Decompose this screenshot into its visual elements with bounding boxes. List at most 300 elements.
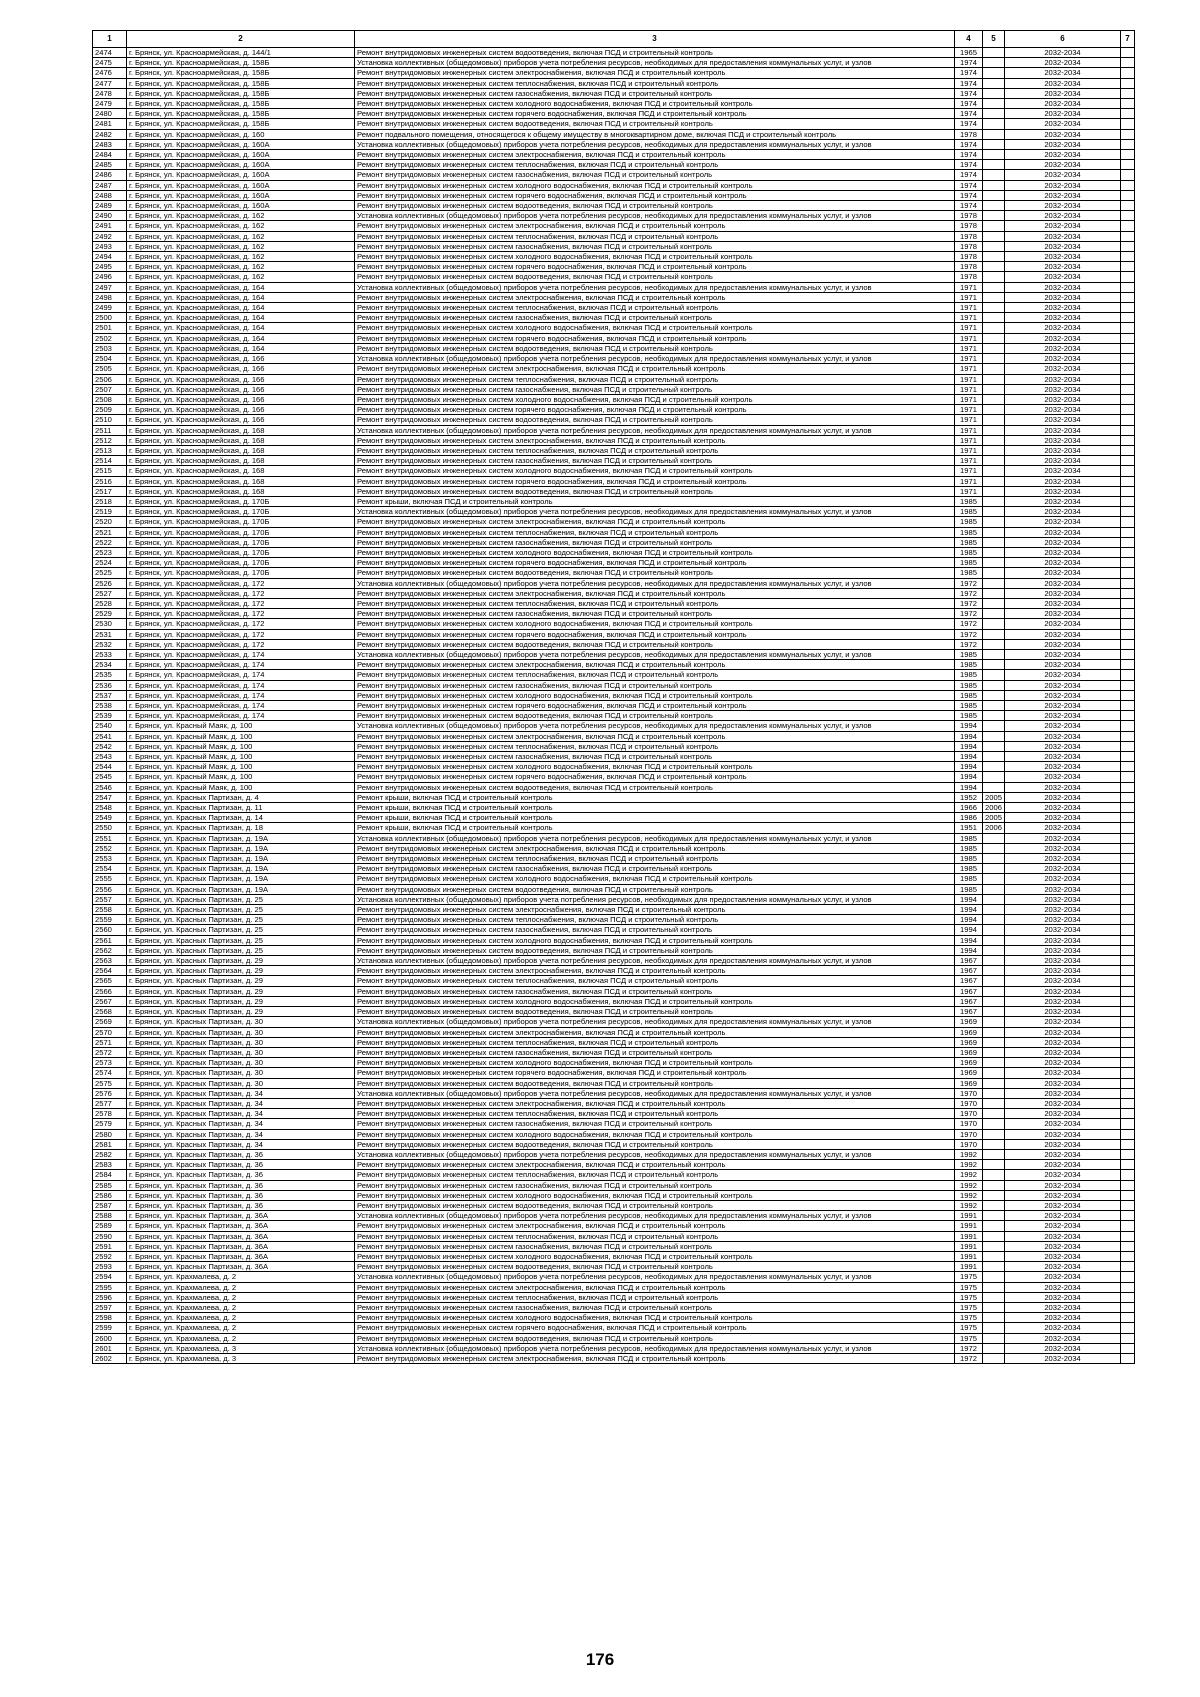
address-cell: г. Брянск, ул. Красных Партизан, д. 19А [127,854,355,864]
table-row [93,1221,1135,1231]
work-type-cell: Ремонт внутридомовых инженерных систем электроснабжения, включая ПСД и строительный контроль [355,1354,955,1364]
address-cell: г. Брянск, ул. Красноармейская, д. 170Б [127,558,355,568]
repair-year-cell [983,588,1005,598]
address-cell: г. Брянск, ул. Крахмалева, д. 2 [127,1323,355,1333]
capital-repair-table [92,30,1135,1364]
planned-period-cell: 2032-2034 [1005,1170,1121,1180]
address-cell: г. Брянск, ул. Красноармейская, д. 174 [127,649,355,659]
address-cell: г. Брянск, ул. Красных Партизан, д. 36 [127,1149,355,1159]
repair-year-cell [983,1292,1005,1302]
repair-year-cell [983,711,1005,721]
repair-year-cell [983,966,1005,976]
extra-cell [1121,945,1135,955]
extra-cell [1121,343,1135,353]
work-type-cell: Ремонт внутридомовых инженерных систем водоотведения, включая ПСД и строительный контроль [355,486,955,496]
row-number: 2556 [93,884,127,894]
work-type-cell: Ремонт внутридомовых инженерных систем водоотведения, включая ПСД и строительный контроль [355,1139,955,1149]
page-number: 176 [585,1650,615,1669]
planned-period-cell: 2032-2034 [1005,925,1121,935]
address-cell: г. Брянск, ул. Крахмалева, д. 3 [127,1343,355,1353]
work-type-cell: Ремонт внутридомовых инженерных систем газоснабжения, включая ПСД и строительный контроль [355,88,955,98]
work-type-cell: Ремонт внутридомовых инженерных систем теплоснабжения, включая ПСД и строительный контроль [355,741,955,751]
repair-year-cell [983,1149,1005,1159]
build-year-cell: 1991 [955,1231,983,1241]
row-number: 2512 [93,435,127,445]
row-number: 2576 [93,1088,127,1098]
planned-period-cell: 2032-2034 [1005,476,1121,486]
address-cell: г. Брянск, ул. Красноармейская, д. 158Б [127,68,355,78]
row-number: 2501 [93,323,127,333]
planned-period-cell: 2032-2034 [1005,1129,1121,1139]
table-row [93,711,1135,721]
extra-cell [1121,1007,1135,1017]
address-cell: г. Брянск, ул. Крахмалева, д. 2 [127,1282,355,1292]
address-cell: г. Брянск, ул. Красноармейская, д. 174 [127,680,355,690]
table-row [93,160,1135,170]
build-year-cell: 1967 [955,986,983,996]
address-cell: г. Брянск, ул. Красноармейская, д. 170Б [127,507,355,517]
extra-cell [1121,731,1135,741]
address-cell: г. Брянск, ул. Красных Партизан, д. 36 [127,1170,355,1180]
planned-period-cell: 2032-2034 [1005,803,1121,813]
planned-period-cell: 2032-2034 [1005,435,1121,445]
address-cell: г. Брянск, ул. Красноармейская, д. 170Б [127,517,355,527]
planned-period-cell: 2032-2034 [1005,670,1121,680]
build-year-cell: 1972 [955,588,983,598]
row-number: 2477 [93,78,127,88]
planned-period-cell: 2032-2034 [1005,313,1121,323]
row-number: 2482 [93,129,127,139]
extra-cell [1121,109,1135,119]
planned-period-cell: 2032-2034 [1005,1354,1121,1364]
address-cell: г. Брянск, ул. Красноармейская, д. 174 [127,711,355,721]
row-number: 2526 [93,578,127,588]
address-cell: г. Брянск, ул. Красный Маяк, д. 100 [127,752,355,762]
row-number: 2497 [93,282,127,292]
address-cell: г. Брянск, ул. Красных Партизан, д. 34 [127,1098,355,1108]
table-row [93,354,1135,364]
build-year-cell: 1971 [955,394,983,404]
row-number: 2525 [93,568,127,578]
address-cell: г. Брянск, ул. Красных Партизан, д. 34 [127,1088,355,1098]
address-cell: г. Брянск, ул. Красных Партизан, д. 30 [127,1068,355,1078]
table-row [93,1231,1135,1241]
planned-period-cell: 2032-2034 [1005,598,1121,608]
row-number: 2527 [93,588,127,598]
row-number: 2566 [93,986,127,996]
repair-year-cell [983,374,1005,384]
extra-cell [1121,711,1135,721]
work-type-cell: Ремонт внутридомовых инженерных систем теплоснабжения, включая ПСД и строительный контроль [355,915,955,925]
table-row [93,833,1135,843]
planned-period-cell: 2032-2034 [1005,843,1121,853]
extra-cell [1121,445,1135,455]
repair-year-cell [983,343,1005,353]
table-row [93,313,1135,323]
header-col-4: 4 [955,31,983,48]
row-number: 2537 [93,690,127,700]
address-cell: г. Брянск, ул. Красных Партизан, д. 30 [127,1037,355,1047]
planned-period-cell: 2032-2034 [1005,394,1121,404]
table-row [93,588,1135,598]
row-number: 2583 [93,1160,127,1170]
extra-cell [1121,527,1135,537]
planned-period-cell: 2032-2034 [1005,150,1121,160]
build-year-cell: 1969 [955,1068,983,1078]
table-row [93,905,1135,915]
address-cell: г. Брянск, ул. Красноармейская, д. 168 [127,486,355,496]
build-year-cell: 1985 [955,496,983,506]
table-row [93,252,1135,262]
extra-cell [1121,78,1135,88]
extra-cell [1121,58,1135,68]
planned-period-cell: 2032-2034 [1005,721,1121,731]
repair-year-cell [983,364,1005,374]
build-year-cell: 1972 [955,578,983,588]
table-row [93,1251,1135,1261]
table-row [93,558,1135,568]
build-year-cell: 1975 [955,1292,983,1302]
table-row [93,547,1135,557]
address-cell: г. Брянск, ул. Красноармейская, д. 162 [127,252,355,262]
work-type-cell: Ремонт внутридомовых инженерных систем газоснабжения, включая ПСД и строительный контроль [355,680,955,690]
repair-year-cell [983,466,1005,476]
build-year-cell: 1985 [955,701,983,711]
repair-year-cell [983,58,1005,68]
row-number: 2505 [93,364,127,374]
row-number: 2514 [93,456,127,466]
planned-period-cell: 2032-2034 [1005,1231,1121,1241]
planned-period-cell: 2032-2034 [1005,190,1121,200]
table-row [93,109,1135,119]
extra-cell [1121,374,1135,384]
repair-year-cell [983,976,1005,986]
address-cell: г. Брянск, ул. Красноармейская, д. 164 [127,343,355,353]
row-number: 2518 [93,496,127,506]
table-row [93,394,1135,404]
repair-year-cell [983,1313,1005,1323]
work-type-cell: Ремонт внутридомовых инженерных систем газоснабжения, включая ПСД и строительный контроль [355,170,955,180]
planned-period-cell: 2032-2034 [1005,547,1121,557]
address-cell: г. Брянск, ул. Красных Партизан, д. 19А [127,833,355,843]
build-year-cell: 1974 [955,160,983,170]
build-year-cell: 1994 [955,721,983,731]
table-row [93,986,1135,996]
table-row [93,1037,1135,1047]
address-cell: г. Брянск, ул. Красных Партизан, д. 4 [127,792,355,802]
repair-year-cell [983,68,1005,78]
address-cell: г. Брянск, ул. Красных Партизан, д. 25 [127,935,355,945]
build-year-cell: 1969 [955,1078,983,1088]
work-type-cell: Ремонт внутридомовых инженерных систем теплоснабжения, включая ПСД и строительный контроль [355,78,955,88]
repair-year-cell [983,1302,1005,1312]
table-row [93,435,1135,445]
work-type-cell: Установка коллективных (общедомовых) приборов учета потребления ресурсов, необходимых для предоставления коммунальных услуг, и узлов [355,354,955,364]
repair-year-cell [983,1262,1005,1272]
row-number: 2541 [93,731,127,741]
work-type-cell: Установка коллективных (общедомовых) приборов учета потребления ресурсов, необходимых для предоставления коммунальных услуг, и узлов [355,58,955,68]
build-year-cell: 1992 [955,1190,983,1200]
extra-cell [1121,854,1135,864]
row-number: 2564 [93,966,127,976]
repair-year-cell: 2006 [983,803,1005,813]
extra-cell [1121,823,1135,833]
repair-year-cell [983,996,1005,1006]
work-type-cell: Ремонт внутридомовых инженерных систем теплоснабжения, включая ПСД и строительный контроль [355,527,955,537]
row-number: 2577 [93,1098,127,1108]
extra-cell [1121,925,1135,935]
work-type-cell: Ремонт внутридомовых инженерных систем холодного водоснабжения, включая ПСД и строительный контроль [355,180,955,190]
repair-year-cell [983,303,1005,313]
address-cell: г. Брянск, ул. Красноармейская, д. 160А [127,160,355,170]
address-cell: г. Брянск, ул. Красных Партизан, д. 25 [127,925,355,935]
planned-period-cell: 2032-2034 [1005,1251,1121,1261]
address-cell: г. Брянск, ул. Красноармейская, д. 172 [127,588,355,598]
build-year-cell: 1994 [955,782,983,792]
extra-cell [1121,1292,1135,1302]
build-year-cell: 1991 [955,1221,983,1231]
row-number: 2496 [93,272,127,282]
table-row [93,894,1135,904]
address-cell: г. Брянск, ул. Красных Партизан, д. 34 [127,1129,355,1139]
row-number: 2589 [93,1221,127,1231]
work-type-cell: Ремонт внутридомовых инженерных систем горячего водоснабжения, включая ПСД и строительный контроль [355,1323,955,1333]
planned-period-cell: 2032-2034 [1005,282,1121,292]
planned-period-cell: 2032-2034 [1005,405,1121,415]
row-number: 2599 [93,1323,127,1333]
row-number: 2524 [93,558,127,568]
address-cell: г. Брянск, ул. Красных Партизан, д. 25 [127,905,355,915]
table-row [93,1343,1135,1353]
planned-period-cell: 2032-2034 [1005,99,1121,109]
table-row [93,578,1135,588]
table-row [93,1302,1135,1312]
planned-period-cell: 2032-2034 [1005,935,1121,945]
row-number: 2486 [93,170,127,180]
address-cell: г. Брянск, ул. Крахмалева, д. 2 [127,1292,355,1302]
repair-year-cell [983,1190,1005,1200]
table-row [93,1149,1135,1159]
header-col-2: 2 [127,31,355,48]
address-cell: г. Брянск, ул. Красноармейская, д. 160А [127,139,355,149]
build-year-cell: 1971 [955,323,983,333]
planned-period-cell: 2032-2034 [1005,78,1121,88]
row-number: 2554 [93,864,127,874]
table-row [93,1078,1135,1088]
row-number: 2507 [93,384,127,394]
build-year-cell: 1994 [955,772,983,782]
planned-period-cell: 2032-2034 [1005,996,1121,1006]
build-year-cell: 1972 [955,598,983,608]
planned-period-cell: 2032-2034 [1005,629,1121,639]
work-type-cell: Ремонт внутридомовых инженерных систем водоотведения, включая ПСД и строительный контроль [355,884,955,894]
address-cell: г. Брянск, ул. Красный Маяк, д. 100 [127,782,355,792]
planned-period-cell: 2032-2034 [1005,241,1121,251]
row-number: 2598 [93,1313,127,1323]
extra-cell [1121,1190,1135,1200]
extra-cell [1121,1078,1135,1088]
extra-cell [1121,180,1135,190]
work-type-cell: Ремонт внутридомовых инженерных систем водоотведения, включая ПСД и строительный контроль [355,1333,955,1343]
planned-period-cell: 2032-2034 [1005,1292,1121,1302]
build-year-cell: 1969 [955,1017,983,1027]
table-row [93,639,1135,649]
repair-year-cell [983,874,1005,884]
address-cell: г. Брянск, ул. Красноармейская, д. 158Б [127,109,355,119]
row-number: 2575 [93,1078,127,1088]
row-number: 2500 [93,313,127,323]
table-row [93,966,1135,976]
repair-year-cell [983,150,1005,160]
repair-year-cell [983,1251,1005,1261]
repair-year-cell [983,1333,1005,1343]
address-cell: г. Брянск, ул. Красных Партизан, д. 36А [127,1231,355,1241]
address-cell: г. Брянск, ул. Красноармейская, д. 170Б [127,537,355,547]
address-cell: г. Брянск, ул. Красноармейская, д. 160А [127,180,355,190]
work-type-cell: Ремонт внутридомовых инженерных систем газоснабжения, включая ПСД и строительный контроль [355,925,955,935]
repair-year-cell [983,170,1005,180]
work-type-cell: Ремонт внутридомовых инженерных систем электроснабжения, включая ПСД и строительный контроль [355,731,955,741]
planned-period-cell: 2032-2034 [1005,48,1121,58]
table-row [93,813,1135,823]
table-row [93,486,1135,496]
row-number: 2494 [93,252,127,262]
address-cell: г. Брянск, ул. Красных Партизан, д. 30 [127,1027,355,1037]
work-type-cell: Ремонт внутридомовых инженерных систем электроснабжения, включая ПСД и строительный контроль [355,1098,955,1108]
extra-cell [1121,394,1135,404]
build-year-cell: 1970 [955,1098,983,1108]
planned-period-cell: 2032-2034 [1005,537,1121,547]
work-type-cell: Ремонт внутридомовых инженерных систем водоотведения, включая ПСД и строительный контроль [355,1262,955,1272]
repair-year-cell [983,1109,1005,1119]
planned-period-cell: 2032-2034 [1005,1088,1121,1098]
table-row [93,456,1135,466]
table-row [93,731,1135,741]
work-type-cell: Ремонт внутридомовых инженерных систем газоснабжения, включая ПСД и строительный контроль [355,1180,955,1190]
build-year-cell: 1985 [955,649,983,659]
planned-period-cell: 2032-2034 [1005,1180,1121,1190]
row-number: 2570 [93,1027,127,1037]
row-number: 2483 [93,139,127,149]
work-type-cell: Ремонт внутридомовых инженерных систем водоотведения, включая ПСД и строительный контроль [355,782,955,792]
work-type-cell: Ремонт внутридомовых инженерных систем электроснабжения, включая ПСД и строительный контроль [355,905,955,915]
table-row [93,854,1135,864]
row-number: 2560 [93,925,127,935]
extra-cell [1121,201,1135,211]
extra-cell [1121,649,1135,659]
table-row [93,762,1135,772]
row-number: 2595 [93,1282,127,1292]
planned-period-cell: 2032-2034 [1005,109,1121,119]
planned-period-cell: 2032-2034 [1005,874,1121,884]
build-year-cell: 1975 [955,1272,983,1282]
table-row [93,527,1135,537]
address-cell: г. Брянск, ул. Красных Партизан, д. 25 [127,945,355,955]
build-year-cell: 1978 [955,272,983,282]
table-row [93,1200,1135,1210]
build-year-cell: 1975 [955,1333,983,1343]
extra-cell [1121,1302,1135,1312]
extra-cell [1121,496,1135,506]
planned-period-cell: 2032-2034 [1005,180,1121,190]
planned-period-cell: 2032-2034 [1005,262,1121,272]
table-row [93,1170,1135,1180]
extra-cell [1121,996,1135,1006]
build-year-cell: 1974 [955,170,983,180]
planned-period-cell: 2032-2034 [1005,211,1121,221]
work-type-cell: Ремонт внутридомовых инженерных систем электроснабжения, включая ПСД и строительный контроль [355,1160,955,1170]
row-number: 2563 [93,956,127,966]
repair-year-cell [983,986,1005,996]
table-row [93,670,1135,680]
table-row [93,915,1135,925]
extra-cell [1121,1088,1135,1098]
work-type-cell: Установка коллективных (общедомовых) приборов учета потребления ресурсов, необходимых для предоставления коммунальных услуг, и узлов [355,425,955,435]
extra-cell [1121,282,1135,292]
repair-year-cell [983,894,1005,904]
row-number: 2479 [93,99,127,109]
planned-period-cell: 2032-2034 [1005,333,1121,343]
work-type-cell: Ремонт внутридомовых инженерных систем холодного водоснабжения, включая ПСД и строительный контроль [355,762,955,772]
planned-period-cell: 2032-2034 [1005,854,1121,864]
build-year-cell: 1971 [955,292,983,302]
address-cell: г. Брянск, ул. Красных Партизан, д. 29 [127,966,355,976]
repair-year-cell [983,425,1005,435]
extra-cell [1121,1058,1135,1068]
table-row [93,690,1135,700]
work-type-cell: Ремонт внутридомовых инженерных систем водоотведения, включая ПСД и строительный контроль [355,945,955,955]
repair-year-cell [983,1231,1005,1241]
address-cell: г. Брянск, ул. Красноармейская, д. 168 [127,425,355,435]
repair-year-cell [983,1272,1005,1282]
work-type-cell: Ремонт внутридомовых инженерных систем газоснабжения, включая ПСД и строительный контроль [355,1302,955,1312]
row-number: 2567 [93,996,127,1006]
table-row [93,333,1135,343]
work-type-cell: Ремонт внутридомовых инженерных систем водоотведения, включая ПСД и строительный контроль [355,119,955,129]
work-type-cell: Установка коллективных (общедомовых) приборов учета потребления ресурсов, необходимых для предоставления коммунальных услуг, и узлов [355,1211,955,1221]
address-cell: г. Брянск, ул. Красноармейская, д. 162 [127,231,355,241]
repair-year-cell [983,211,1005,221]
repair-year-cell [983,1211,1005,1221]
work-type-cell: Ремонт крыши, включая ПСД и строительный контроль [355,813,955,823]
planned-period-cell: 2032-2034 [1005,1109,1121,1119]
extra-cell [1121,1119,1135,1129]
table-row [93,1272,1135,1282]
planned-period-cell: 2032-2034 [1005,649,1121,659]
work-type-cell: Ремонт внутридомовых инженерных систем горячего водоснабжения, включая ПСД и строительный контроль [355,190,955,200]
address-cell: г. Брянск, ул. Красноармейская, д. 162 [127,272,355,282]
repair-year-cell [983,1200,1005,1210]
extra-cell [1121,578,1135,588]
work-type-cell: Ремонт внутридомовых инженерных систем холодного водоснабжения, включая ПСД и строительный контроль [355,1313,955,1323]
extra-cell [1121,1170,1135,1180]
table-row [93,129,1135,139]
build-year-cell: 1967 [955,996,983,1006]
row-number: 2515 [93,466,127,476]
table-row [93,303,1135,313]
repair-year-cell [983,1037,1005,1047]
row-number: 2587 [93,1200,127,1210]
repair-year-cell [983,486,1005,496]
address-cell: г. Брянск, ул. Красных Партизан, д. 36А [127,1251,355,1261]
table-row [93,752,1135,762]
header-col-6: 6 [1005,31,1121,48]
table-row [93,48,1135,58]
build-year-cell: 1951 [955,823,983,833]
row-number: 2580 [93,1129,127,1139]
build-year-cell: 1985 [955,843,983,853]
extra-cell [1121,935,1135,945]
